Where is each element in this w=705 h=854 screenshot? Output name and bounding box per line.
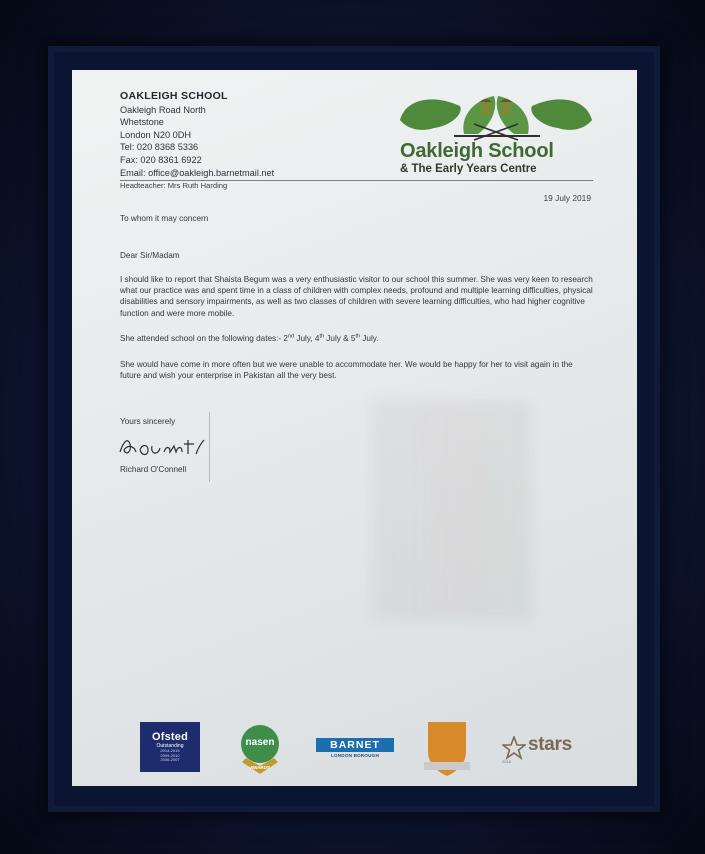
recipient-line: To whom it may concern xyxy=(120,214,209,223)
shield-icon xyxy=(422,718,472,778)
ofsted-year: 2014-2015 xyxy=(160,748,180,753)
email: Email: office@oakleigh.barnetmail.net xyxy=(120,167,275,178)
nasen-sub: AWARDS xyxy=(250,765,270,770)
accreditation-badges xyxy=(132,716,602,778)
school-address-block xyxy=(120,90,274,179)
paragraph-visit: I should like to report that Shaista Begum was a very enthusiastic visitor to our school this summer. She was very keen to research what our practice was and spent time in a class of children with complex needs, profound and multiple learning difficulties, physical disabilities and sensory impairments, as well as two classes of children with severe learning difficulties, who had higher cognitive function and were more mobile. xyxy=(120,275,593,318)
fax: Fax: 020 8361 6922 xyxy=(120,154,202,165)
address-line: Oakleigh Road North xyxy=(120,104,206,115)
address-line: Whetstone xyxy=(120,117,164,128)
paragraph-closing: She would have come in more often but we were unable to accommodate her. We would be happy for her to visit again in the future and wish your enterprise in Pakistan all the very best. xyxy=(120,360,573,381)
ofsted-name: Ofsted xyxy=(151,731,189,743)
ofsted-rating: Outstanding xyxy=(156,743,184,749)
healthy-schools-badge xyxy=(422,718,472,778)
reflection-glare xyxy=(372,400,532,620)
nasen-name: nasen xyxy=(245,737,275,748)
closing-line: Yours sincerely xyxy=(120,417,176,426)
ofsted-year: 2006-2007 xyxy=(160,757,180,763)
barnet-badge xyxy=(316,738,394,768)
oak-leaves-icon xyxy=(394,90,599,142)
star-icon xyxy=(502,736,526,760)
barnet-name: BARNET xyxy=(316,738,394,752)
telephone: Tel: 020 8368 5336 xyxy=(120,142,199,153)
stars-name: stars xyxy=(528,734,572,755)
school-name: OAKLEIGH SCHOOL xyxy=(120,90,228,102)
letter-date: 19 July 2019 xyxy=(543,193,591,203)
ofsted-badge xyxy=(140,722,200,772)
handwritten-signature xyxy=(118,434,208,460)
letter-page xyxy=(72,70,637,786)
stars-year: 2018 xyxy=(502,759,511,764)
logo-title: Oakleigh School xyxy=(400,140,554,162)
headteacher-line: Headteacher: Mrs Ruth Harding xyxy=(120,181,228,190)
address-line: London N20 0DH xyxy=(120,129,191,140)
nasen-award-badge xyxy=(234,720,286,776)
logo-subtitle: & The Early Years Centre xyxy=(400,163,537,175)
ofsted-year: 2009-2010 xyxy=(160,752,180,758)
stars-badge xyxy=(502,736,598,772)
school-logo xyxy=(394,90,599,178)
signatory-name: Richard O'Connell xyxy=(120,465,187,474)
barnet-sub: LONDON BOROUGH xyxy=(331,753,379,758)
salutation: Dear Sir/Madam xyxy=(120,251,180,260)
paragraph-dates: She attended school on the following dates:- 2nd July, 4th July & 5th July. xyxy=(120,333,379,343)
